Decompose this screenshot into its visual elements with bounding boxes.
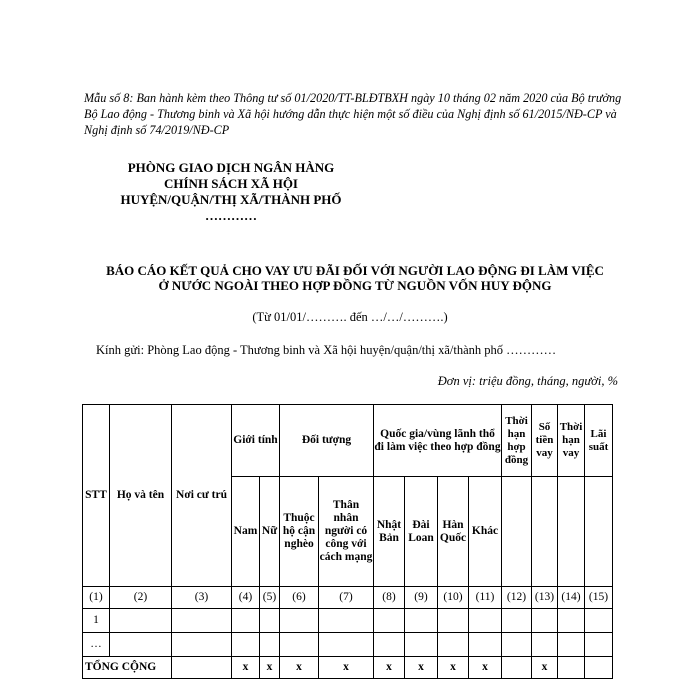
total-cell: x bbox=[374, 657, 405, 679]
header-target: Đối tượng bbox=[280, 405, 374, 477]
header-row-1 bbox=[83, 405, 613, 477]
header-stt: STT bbox=[83, 405, 110, 587]
column-number: (5) bbox=[260, 587, 280, 609]
organization-line-1: PHÒNG GIAO DỊCH NGÂN HÀNG bbox=[127, 160, 335, 175]
table-cell bbox=[558, 633, 585, 657]
table-row bbox=[83, 609, 613, 633]
header-country: Quốc gia/vùng lãnh thổ đi làm việc theo hợp đồng bbox=[374, 405, 502, 477]
table-cell bbox=[405, 609, 438, 633]
table-cell bbox=[502, 609, 532, 633]
row-stt: … bbox=[83, 633, 110, 657]
organization-header bbox=[86, 160, 376, 224]
header-interest: Lãi suất bbox=[585, 405, 613, 477]
report-title-line-1: BÁO CÁO KẾT QUẢ CHO VAY ƯU ĐÃI ĐỐI VỚI NGƯỜI LAO ĐỘNG ĐI LÀM VIỆC bbox=[106, 263, 604, 278]
table-cell bbox=[280, 633, 319, 657]
column-number: (10) bbox=[438, 587, 469, 609]
column-number: (8) bbox=[374, 587, 405, 609]
total-cell: x bbox=[260, 657, 280, 679]
total-label: TỔNG CỘNG bbox=[83, 657, 172, 679]
total-cell: x bbox=[319, 657, 374, 679]
column-number: (1) bbox=[83, 587, 110, 609]
table-cell bbox=[374, 633, 405, 657]
header-other: Khác bbox=[469, 477, 502, 587]
table-row bbox=[83, 633, 613, 657]
column-number: (4) bbox=[232, 587, 260, 609]
recipient-line: Kính gửi: Phòng Lao động - Thương binh và Xã hội huyện/quận/thị xã/thành phố ………… bbox=[96, 343, 557, 357]
organization-line-2: CHÍNH SÁCH XÃ HỘI bbox=[164, 176, 298, 191]
header-loan-amount: Số tiền vay bbox=[532, 405, 558, 477]
column-number: (3) bbox=[172, 587, 232, 609]
report-title bbox=[70, 263, 640, 293]
table-cell bbox=[232, 609, 260, 633]
table-cell bbox=[260, 609, 280, 633]
column-number: (2) bbox=[110, 587, 172, 609]
total-row bbox=[83, 657, 613, 679]
table-cell bbox=[374, 609, 405, 633]
total-cell bbox=[585, 657, 613, 679]
table-cell bbox=[558, 609, 585, 633]
total-cell bbox=[558, 657, 585, 679]
total-cell bbox=[172, 657, 232, 679]
header-name: Họ và tên bbox=[110, 405, 172, 587]
table-cell bbox=[319, 633, 374, 657]
header-cell-empty bbox=[585, 477, 613, 587]
header-cell-empty bbox=[502, 477, 532, 587]
unit-line: Đơn vị: triệu đồng, tháng, người, % bbox=[437, 374, 618, 388]
header-cell-empty bbox=[532, 477, 558, 587]
table-cell bbox=[405, 633, 438, 657]
table-cell bbox=[110, 609, 172, 633]
organization-line-4: ………… bbox=[205, 208, 257, 223]
table-cell bbox=[172, 633, 232, 657]
table-cell bbox=[110, 633, 172, 657]
table-cell bbox=[232, 633, 260, 657]
column-number: (15) bbox=[585, 587, 613, 609]
header-loan-term: Thời hạn vay bbox=[558, 405, 585, 477]
column-number: (14) bbox=[558, 587, 585, 609]
header-residence: Nơi cư trú bbox=[172, 405, 232, 587]
header-male: Nam bbox=[232, 477, 260, 587]
table-cell bbox=[469, 609, 502, 633]
total-cell: x bbox=[232, 657, 260, 679]
header-contract-term: Thời hạn hợp đồng bbox=[502, 405, 532, 477]
header-near-poor: Thuộc hộ cận nghèo bbox=[280, 477, 319, 587]
row-stt: 1 bbox=[83, 609, 110, 633]
total-cell: x bbox=[469, 657, 502, 679]
total-cell: x bbox=[280, 657, 319, 679]
table-cell bbox=[319, 609, 374, 633]
column-number: (9) bbox=[405, 587, 438, 609]
report-table bbox=[82, 404, 613, 679]
table-cell bbox=[532, 633, 558, 657]
header-cell-empty bbox=[558, 477, 585, 587]
report-title-line-2: Ở NƯỚC NGOÀI THEO HỢP ĐỒNG TỪ NGUỒN VỐN HUY ĐỘNG bbox=[158, 278, 552, 293]
total-cell: x bbox=[405, 657, 438, 679]
column-number: (13) bbox=[532, 587, 558, 609]
report-period: (Từ 01/01/………. đến …/…/……….) bbox=[252, 310, 448, 324]
form-note: Mẫu số 8: Ban hành kèm theo Thông tư số 01/2020/TT-BLĐTBXH ngày 10 tháng 02 năm 2020 của Bộ trưởng Bộ Lao động - Thương binh và Xã hội hướng dẫn thực hiện một số điều của Nghị định số 61/2015/NĐ-CP và Nghị định số 74/2019/NĐ-CP bbox=[84, 91, 622, 137]
header-female: Nữ bbox=[260, 477, 280, 587]
table-cell bbox=[172, 609, 232, 633]
table-cell bbox=[585, 609, 613, 633]
organization-line-3: HUYỆN/QUẬN/THỊ XÃ/THÀNH PHỐ bbox=[120, 192, 342, 207]
column-number-row bbox=[83, 587, 613, 609]
header-taiwan: Đài Loan bbox=[405, 477, 438, 587]
table-cell bbox=[438, 633, 469, 657]
header-japan: Nhật Bản bbox=[374, 477, 405, 587]
column-number: (6) bbox=[280, 587, 319, 609]
total-cell bbox=[502, 657, 532, 679]
table-cell bbox=[469, 633, 502, 657]
header-korea: Hàn Quốc bbox=[438, 477, 469, 587]
total-cell: x bbox=[532, 657, 558, 679]
header-gender: Giới tính bbox=[232, 405, 280, 477]
table-cell bbox=[585, 633, 613, 657]
table-cell bbox=[502, 633, 532, 657]
table-cell bbox=[260, 633, 280, 657]
table-cell bbox=[280, 609, 319, 633]
column-number: (11) bbox=[469, 587, 502, 609]
column-number: (12) bbox=[502, 587, 532, 609]
table-cell bbox=[438, 609, 469, 633]
header-relative: Thân nhân người có công với cách mạng bbox=[319, 477, 374, 587]
column-number: (7) bbox=[319, 587, 374, 609]
total-cell: x bbox=[438, 657, 469, 679]
table-cell bbox=[532, 609, 558, 633]
